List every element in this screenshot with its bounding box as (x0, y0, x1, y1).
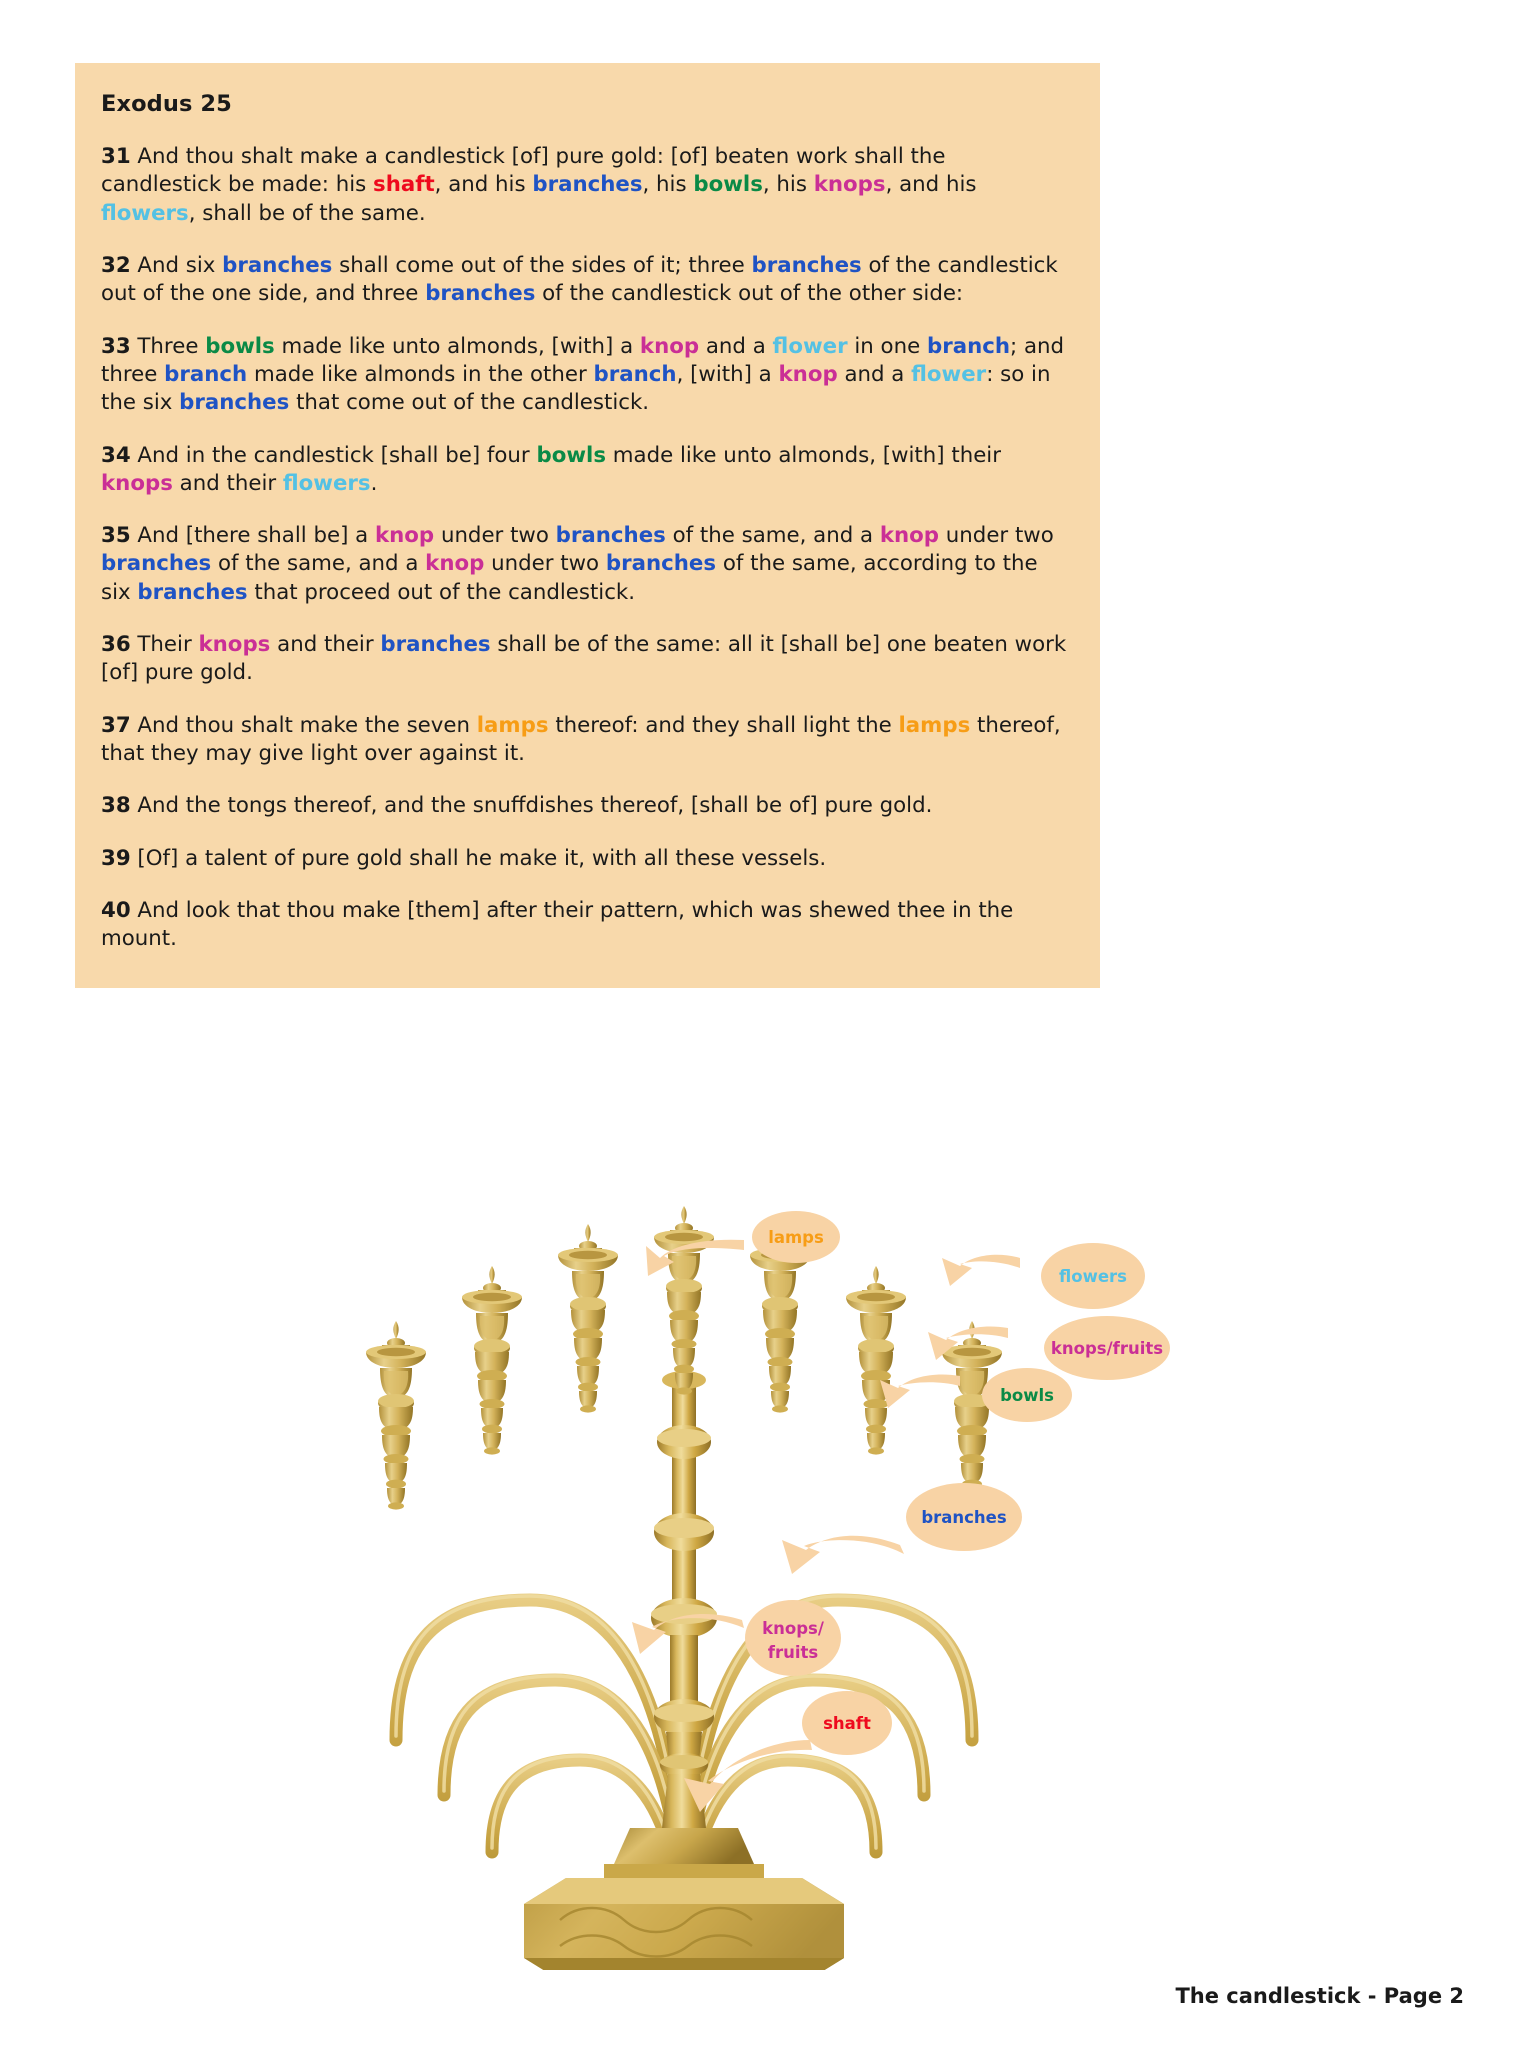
verse-text: under two (434, 523, 556, 549)
verse-text: of the candlestick out of the other side: (535, 281, 964, 307)
keyword-branches: branches (555, 523, 666, 549)
keyword-lamps: lamps (898, 712, 971, 738)
page-footer: The candlestick - Page 2 (1175, 1984, 1464, 2008)
verse-text: made like almonds in the other (247, 361, 594, 387)
verse-text: of the same, and a (211, 551, 426, 577)
verse (101, 252, 1070, 309)
verse-number: 36 (101, 632, 131, 658)
verse-text: shall come out of the sides of it; three (332, 252, 752, 278)
verse-text: thereof, that they may give light over against it. (101, 712, 1061, 766)
verse-text: and a (837, 361, 912, 387)
verse-text: , shall be of the same. (188, 200, 426, 226)
verse-text: thereof: and they shall light the (548, 712, 899, 738)
keyword-knops: knop (639, 333, 700, 359)
verse-text: that proceed out of the candlestick. (247, 579, 636, 605)
callout-branches (782, 1483, 1022, 1574)
callout-lamps (646, 1211, 840, 1276)
keyword-knops: knops (813, 172, 886, 198)
verse-text: And [there shall be] a (137, 523, 375, 549)
keyword-flowers: flower (772, 333, 848, 359)
verse-text: made like unto almonds, [with] their (606, 442, 1001, 468)
verse-number: 33 (101, 333, 131, 359)
keyword-branches: branches (605, 551, 717, 577)
callout-label-knops-lower-line1: knops/ (762, 1619, 824, 1638)
keyword-lamps: lamps (476, 712, 549, 738)
keyword-knops: knops (101, 470, 173, 496)
verse-number: 40 (101, 897, 131, 923)
verse-text: in one (847, 333, 927, 359)
keyword-bowls: bowls (205, 333, 275, 359)
verse-text: And in the candlestick [shall be] four (137, 442, 537, 468)
keyword-knops: knop (374, 523, 435, 549)
callout-label-shaft: shaft (823, 1714, 871, 1733)
verse-text: And the tongs thereof, and the snuffdishes thereof, [shall be of] pure gold. (137, 793, 933, 819)
verse (101, 442, 1070, 499)
callout-label-knops-lower-line2: fruits (767, 1643, 819, 1662)
keyword-branches: branches (101, 551, 212, 577)
keyword-branches: branches (222, 252, 333, 278)
callout-label-flowers: flowers (1059, 1267, 1127, 1286)
verse-text: . (370, 470, 378, 496)
verse-number: 34 (101, 442, 131, 468)
verse-text: and their (172, 470, 283, 496)
keyword-knops: knop (778, 361, 838, 387)
verse-number: 32 (101, 252, 131, 278)
scripture-panel (75, 63, 1100, 988)
verse-text: made like unto almonds, [with] a (274, 333, 640, 359)
callout-flowers (942, 1243, 1145, 1309)
keyword-branches: branch (593, 361, 677, 387)
callout-knops-fruits-lower (632, 1600, 841, 1676)
verse-text: Their (137, 632, 199, 658)
verse (101, 522, 1070, 607)
verse-text: : so in the six (101, 361, 1051, 416)
keyword-branches: branch (926, 333, 1011, 359)
verse-text: of the same, and a (665, 523, 880, 549)
verse-text: under two (939, 523, 1054, 549)
keyword-shaft: shaft (373, 172, 435, 198)
callout-layer (0, 1180, 1536, 1970)
verse (101, 143, 1070, 228)
verse-text: ; and three (101, 333, 1065, 387)
keyword-flowers: flowers (282, 470, 371, 496)
callout-label-bowls: bowls (1000, 1386, 1054, 1405)
verse-text: [Of] a talent of pure gold shall he make it, with all these vessels. (137, 845, 827, 871)
keyword-knops: knop (879, 523, 940, 549)
verse (101, 333, 1070, 418)
verse (101, 897, 1070, 954)
keyword-branches: branch (164, 361, 248, 387)
verse-number: 39 (101, 845, 131, 871)
verse-text: under two (484, 551, 606, 577)
verse-number: 37 (101, 712, 131, 738)
callout-label-knops-fruits: knops/fruits (1050, 1339, 1164, 1358)
verse-text: Three (137, 333, 206, 359)
keyword-bowls: bowls (693, 172, 763, 198)
keyword-flowers: flower (911, 361, 987, 387)
verse-text: , [with] a (676, 361, 779, 387)
verse-text: And thou shalt make a candlestick [of] pure gold: [of] beaten work shall the candlestick be made: his (101, 144, 946, 198)
callout-knops-fruits (928, 1316, 1170, 1380)
verse-text: and their (270, 632, 381, 658)
callout-shaft (684, 1691, 892, 1812)
verse-text: , and his (434, 172, 533, 198)
verse (101, 712, 1070, 769)
candlestick-illustration (0, 1180, 1536, 1970)
verse-number: 38 (101, 793, 131, 819)
callout-label-branches: branches (921, 1508, 1007, 1527)
keyword-branches: branches (137, 579, 248, 605)
verse (101, 631, 1070, 688)
verse-text: of the candlestick out of the one side, and three (101, 252, 1058, 307)
keyword-knops: knop (425, 551, 485, 577)
keyword-branches: branches (179, 390, 290, 416)
keyword-branches: branches (532, 172, 643, 198)
verse-list (101, 143, 1070, 954)
verse-number: 35 (101, 523, 131, 549)
keyword-flowers: flowers (101, 200, 189, 226)
verse (101, 845, 1070, 873)
keyword-branches: branches (751, 252, 862, 278)
verse-text: and a (699, 333, 773, 359)
verse (101, 792, 1070, 820)
verse-text: , his (762, 172, 814, 198)
verse-number: 31 (101, 144, 131, 169)
verse-text: And six (137, 252, 223, 278)
callout-bowls (880, 1368, 1072, 1422)
page-title: Exodus 25 (101, 91, 232, 117)
verse-text: , his (642, 172, 694, 198)
keyword-knops: knops (198, 632, 271, 658)
verse-text: And thou shalt make the seven (137, 712, 477, 738)
keyword-branches: branches (425, 281, 536, 307)
verse-text: And look that thou make [them] after their pattern, which was shewed thee in the mount. (101, 897, 1014, 952)
verse-text: shall be of the same: all it [shall be] one beaten work [of] pure gold. (101, 632, 1067, 686)
keyword-bowls: bowls (536, 442, 606, 468)
verse-text: , and his (885, 172, 977, 198)
callout-label-lamps: lamps (768, 1228, 824, 1247)
verse-text: that come out of the candlestick. (289, 390, 650, 416)
keyword-branches: branches (380, 632, 491, 658)
verse-text: of the same, according to the six (101, 551, 1038, 605)
